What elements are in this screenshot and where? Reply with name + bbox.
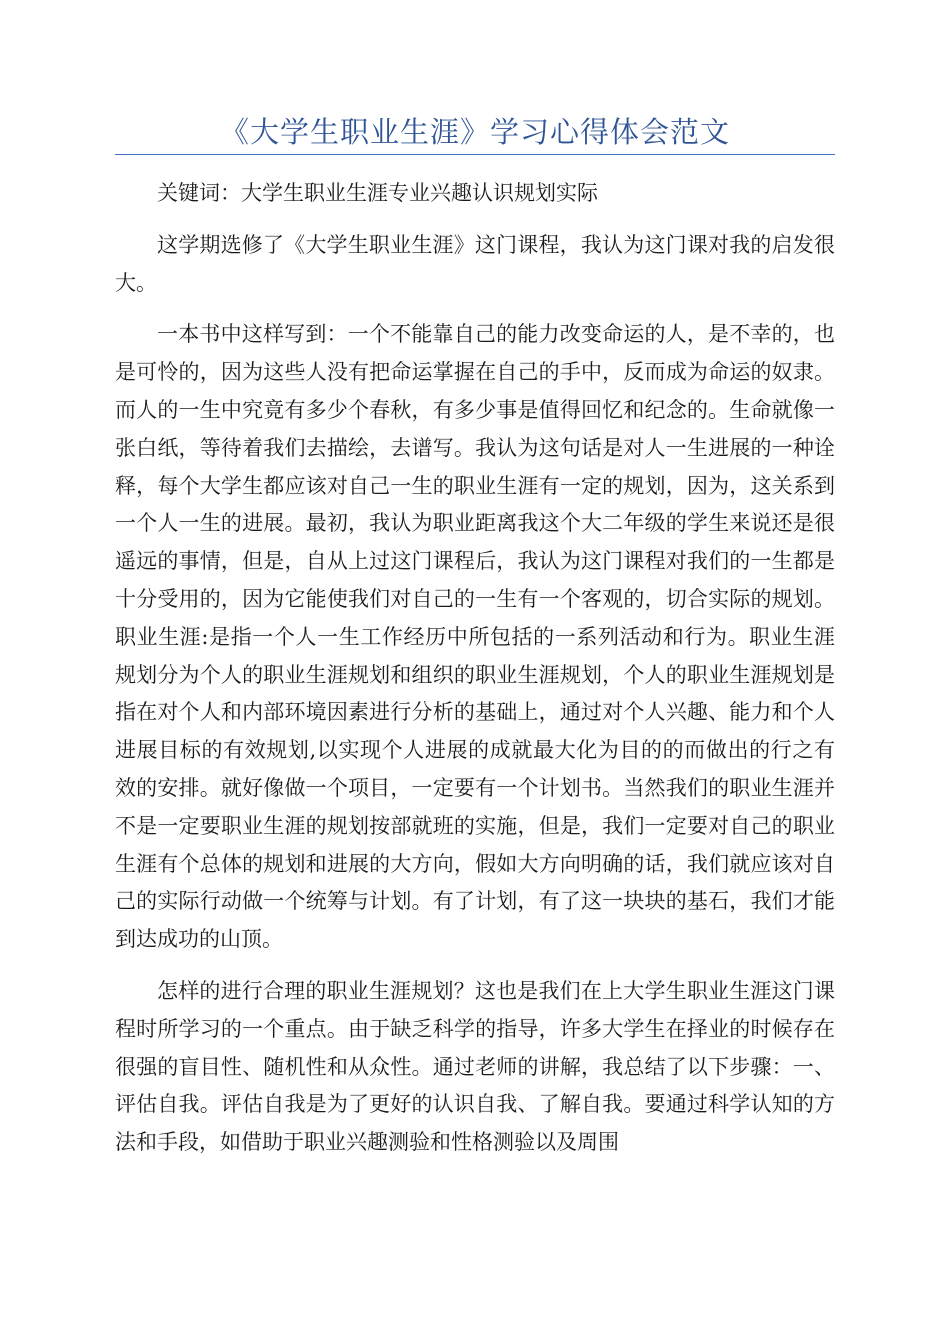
keywords-line: 关键词：大学生职业生涯专业兴趣认识规划实际 — [157, 181, 598, 205]
paragraph-main: 一本书中这样写到：一个不能靠自己的能力改变命运的人，是不幸的，也是可怜的，因为这些人没有把命运掌握在自己的手中，反而成为命运的奴隶。而人的一生中究竟有多少个春秋，有多少事是值得回忆和纪念的。生命就像一张白纸，等待着我们去描绘，去谱写。我认为这句话是对人一生进展的一种诠释，每个大学生都应该对自己一生的职业生涯有一定的规划，因为，这关系到一个人一生的进展。最初，我认为职业距离我这个大二年级的学生来说还是很遥远的事情，但是，自从上过这门课程后，我认为这门课程对我们的一生都是十分受用的，因为它能使我们对自己的一生有一个客观的，切合实际的规划。职业生涯:是指一个人一生工作经历中所包括的一系列活动和行为。职业生涯规划分为个人的职业生涯规划和组织的职业生涯规划，个人的职业生涯规划是指在对个人和内部环境因素进行分析的基础上，通过对个人兴趣、能力和个人进展目标的有效规划,以实现个人进展的成就最大化为目的的而做出的行之有效的安排。就好像做一个项目，一定要有一个计划书。当然我们的职业生涯并不是一定要职业生涯的规划按部就班的实施，但是，我们一定要对自己的职业生涯有个总体的规划和进展的大方向，假如大方向明确的话，我们就应该对自己的实际行动做一个统筹与计划。有了计划，有了这一块块的基石，我们才能到达成功的山顶。 — [115, 322, 835, 952]
title-underline — [115, 154, 835, 155]
document-title: 《大学生职业生涯》学习心得体会范文 — [219, 115, 730, 149]
paragraph-intro: 这学期选修了《大学生职业生涯》这门课程，我认为这门课对我的启发很大。 — [115, 232, 835, 295]
document-body — [115, 175, 835, 1176]
paragraph-planning: 怎样的进行合理的职业生涯规划？这也是我们在上大学生职业生涯这门课程时所学习的一个重点。由于缺乏科学的指导，许多大学生在择业的时候存在很强的盲目性、随机性和从众性。通过老师的讲解，我总结了以下步骤：一、评估自我。评估自我是为了更好的认识自我、了解自我。要通过科学认知的方法和手段，如借助于职业兴趣测验和性格测验以及周围 — [115, 978, 835, 1155]
